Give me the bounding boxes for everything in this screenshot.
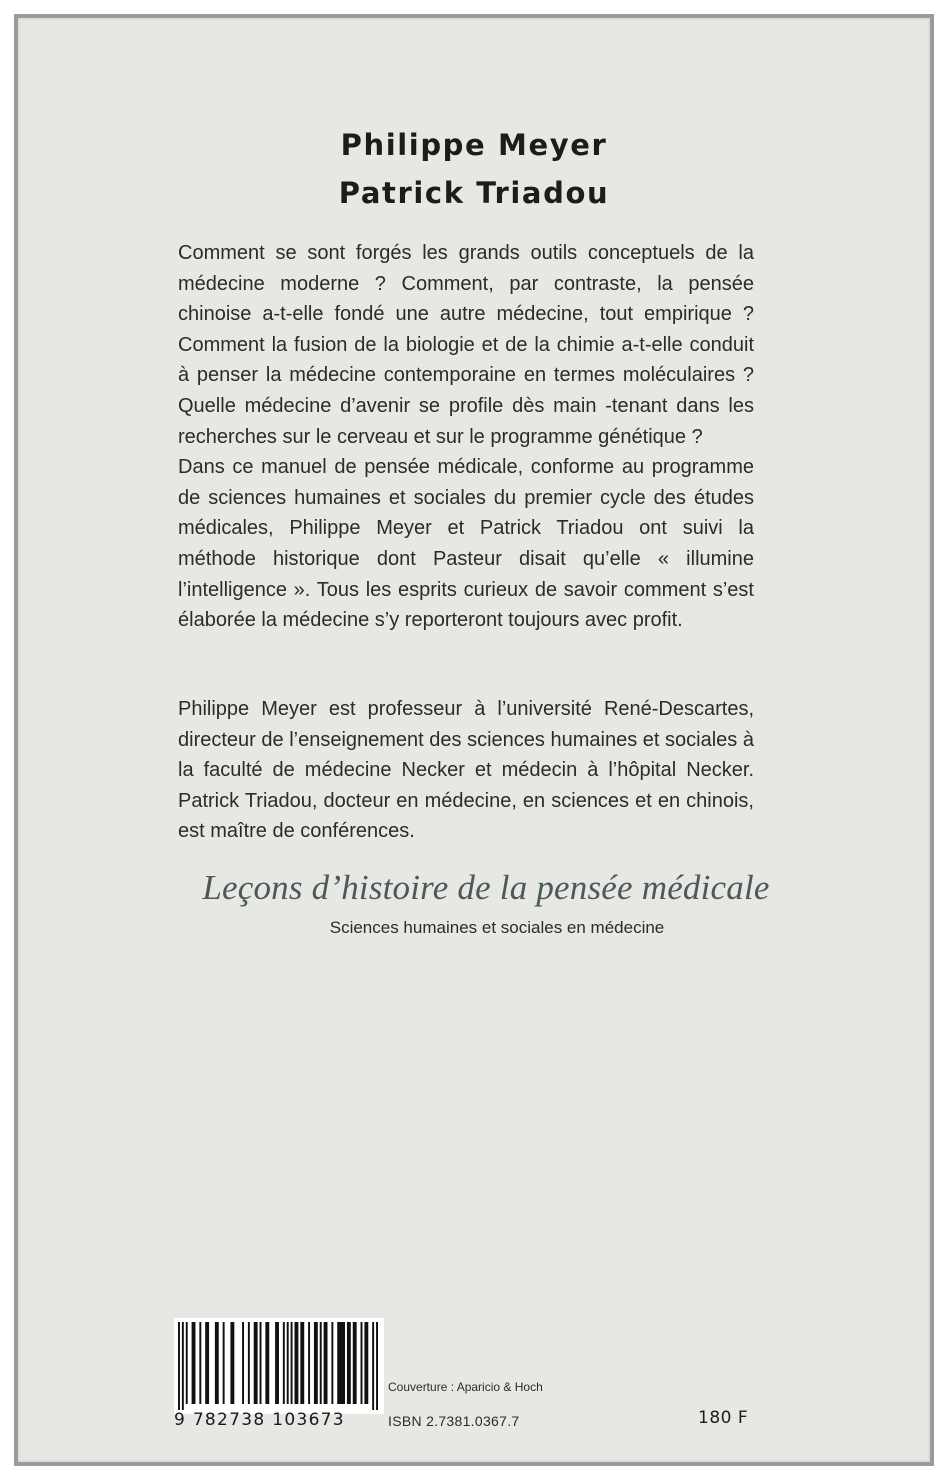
barcode-number: 9 782738 103673 xyxy=(174,1410,345,1430)
isbn: ISBN 2.7381.0367.7 xyxy=(388,1413,520,1429)
barcode-bar xyxy=(372,1322,374,1410)
barcode-bar xyxy=(337,1322,345,1404)
barcode-bar xyxy=(347,1322,351,1404)
barcode-bar xyxy=(331,1322,333,1404)
author-bio xyxy=(178,694,754,847)
price: 180 F xyxy=(698,1408,749,1428)
barcode-bar xyxy=(320,1322,322,1404)
barcode-graphic xyxy=(174,1318,384,1412)
barcode xyxy=(174,1318,384,1414)
series-title: Leçons d’histoire de la pensée médicale xyxy=(202,868,770,907)
blurb-paragraph: Dans ce manuel de pensée médicale, conforme au programme de sciences humaines et sociales du premier cycle des études médicales, Philippe Meyer et Patrick Triadou ont suivi la méthode historique dont Pasteur disait qu’elle « illumine l’intelligence ». Tous les esprits curieux de savoir comment s’est élaborée la médecine s’y reporteront toujours avec profit. xyxy=(178,456,754,632)
barcode-bar xyxy=(295,1322,299,1404)
barcode-bar xyxy=(364,1322,368,1404)
barcode-bar xyxy=(324,1322,328,1404)
book-blurb xyxy=(178,238,754,636)
barcode-bar xyxy=(242,1322,244,1404)
back-cover xyxy=(14,14,934,1466)
author-name: Philippe Meyer xyxy=(340,128,608,162)
barcode-bar xyxy=(199,1322,201,1404)
barcode-bar xyxy=(178,1322,180,1410)
barcode-bar xyxy=(283,1322,285,1404)
author-names xyxy=(18,121,930,217)
series-subtitle: Sciences humaines et sociales en médecine xyxy=(329,918,665,937)
barcode-bar xyxy=(230,1322,234,1404)
barcode-bar xyxy=(205,1322,209,1404)
barcode-bar xyxy=(192,1322,196,1404)
barcode-bar xyxy=(254,1322,258,1404)
barcode-bar xyxy=(182,1322,184,1410)
author-name: Patrick Triadou xyxy=(338,176,610,210)
barcode-bar xyxy=(248,1322,250,1404)
barcode-bar xyxy=(308,1322,310,1404)
barcode-bar xyxy=(300,1322,304,1404)
barcode-bar xyxy=(287,1322,289,1404)
barcode-bar xyxy=(353,1322,357,1404)
cover-credit: Couverture : Aparicio & Hoch xyxy=(388,1380,543,1394)
barcode-bar xyxy=(186,1322,188,1404)
barcode-bar xyxy=(314,1322,318,1404)
bio-paragraph: Philippe Meyer est professeur à l’université René-Descartes, directeur de l’enseignement des sciences humaines et sociales à la faculté de médecine Necker et médecin à l’hôpital Necker. Patrick Triadou, docteur en médecine, en sciences et en chinois, est maître de conférences. xyxy=(178,698,754,843)
barcode-bar xyxy=(275,1322,279,1404)
barcode-bar xyxy=(361,1322,363,1404)
barcode-bar xyxy=(260,1322,262,1404)
barcode-bar xyxy=(291,1322,293,1404)
barcode-bar xyxy=(223,1322,225,1404)
barcode-bar xyxy=(376,1322,378,1410)
barcode-bar xyxy=(265,1322,269,1404)
blurb-paragraph: Comment se sont forgés les grands outils conceptuels de la médecine moderne ? Comment, par contraste, la pensée chinoise a-t-elle fondé une autre médecine, tout empirique ? Comment la fusion de la biologie et de la chimie a-t-elle conduit à penser la médecine contemporaine en termes moléculaires ? Quelle médecine d’avenir se profile dès main -tenant dans les recherches sur le cerveau et sur le programme génétique ? xyxy=(178,242,754,448)
barcode-bar xyxy=(215,1322,219,1404)
